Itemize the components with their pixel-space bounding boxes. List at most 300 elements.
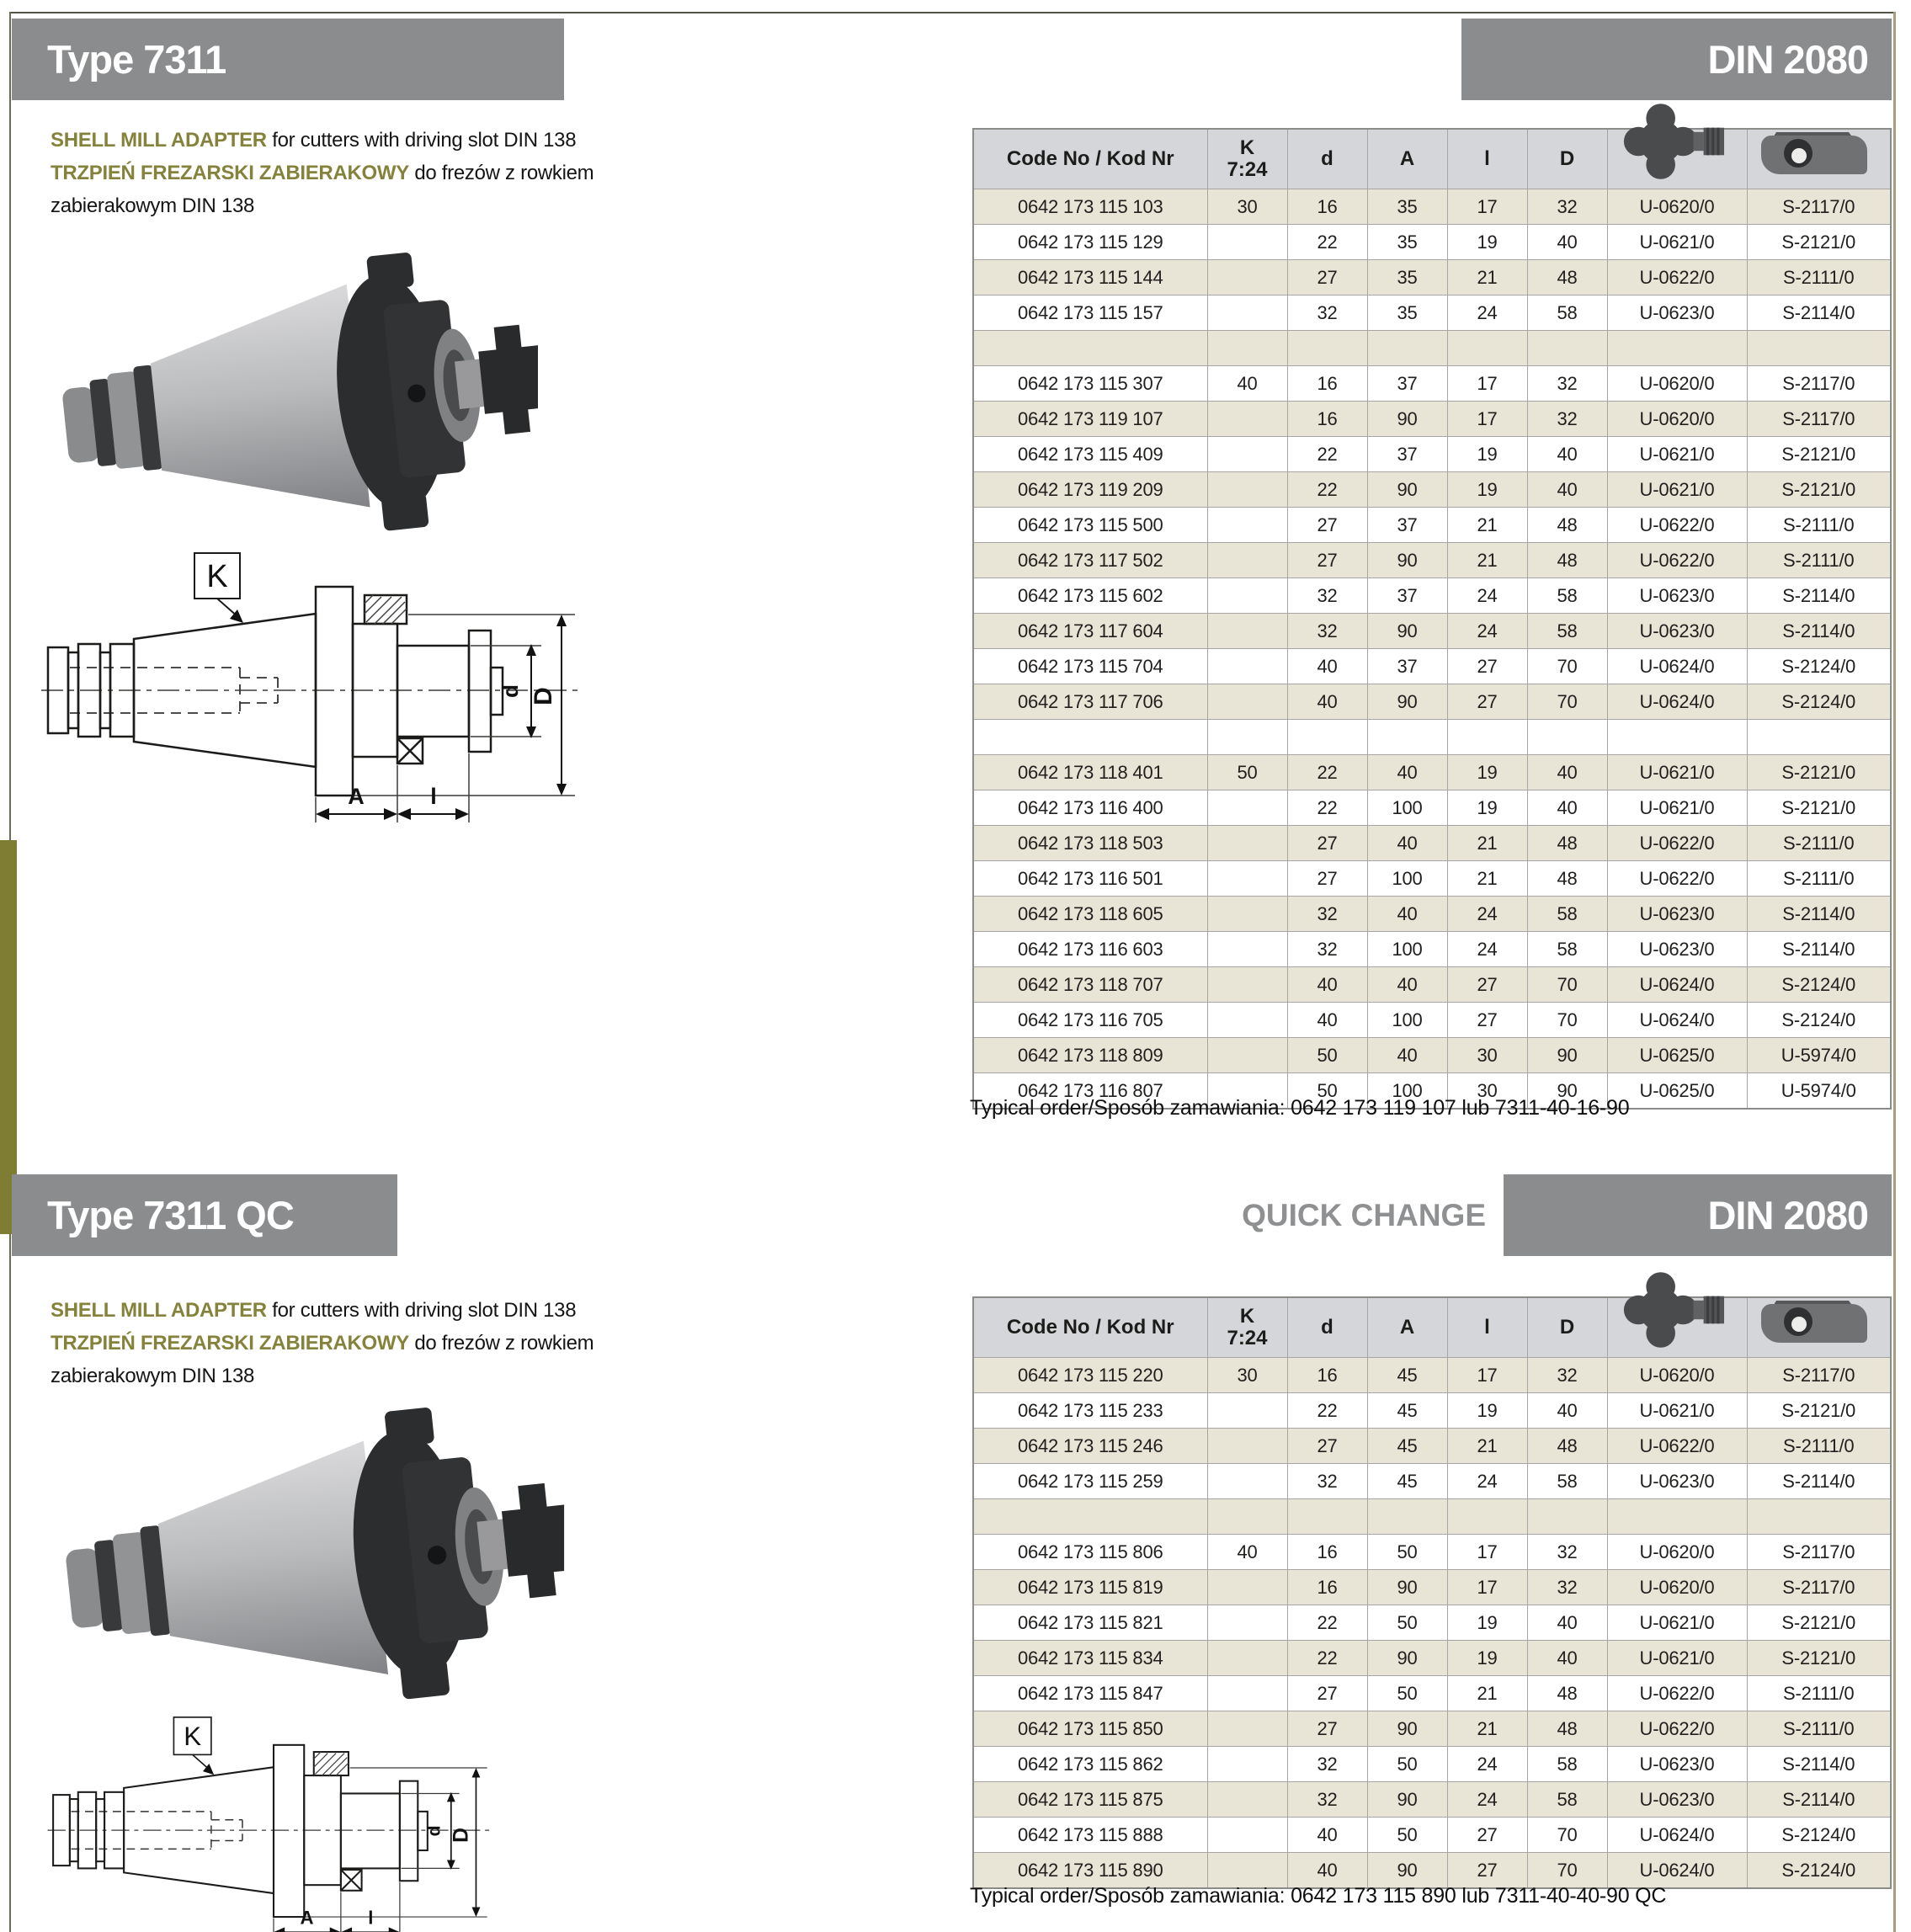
table-cell: U-0622/0 — [1607, 826, 1747, 861]
table-cell: S-2114/0 — [1747, 295, 1891, 331]
description-line-en — [51, 125, 648, 157]
table-cell: 0642 173 117 604 — [973, 614, 1207, 649]
table-cell: 48 — [1527, 1429, 1607, 1464]
table-cell — [1527, 1499, 1607, 1535]
table-row — [973, 790, 1891, 826]
section2-product-photo — [42, 1408, 585, 1721]
table-cell: U-0623/0 — [1607, 932, 1747, 967]
section2-standard-label: DIN 2080 — [1707, 1193, 1868, 1237]
table-cell: 32 — [1287, 614, 1367, 649]
table-cell — [1207, 1570, 1287, 1605]
table-row — [973, 649, 1891, 684]
table-cell — [1287, 1499, 1367, 1535]
table-cell: 0642 173 115 888 — [973, 1818, 1207, 1853]
table-cell: 27 — [1447, 684, 1527, 720]
table-cell: 21 — [1447, 260, 1527, 295]
table-cell: 90 — [1367, 1782, 1447, 1818]
table-cell: S-2117/0 — [1747, 402, 1891, 437]
table-cell: 30 — [1447, 1073, 1527, 1110]
table-cell: 32 — [1527, 402, 1607, 437]
table-cell — [1207, 1782, 1287, 1818]
drawing-label-big-d: D — [450, 1827, 473, 1843]
table-row — [973, 1003, 1891, 1038]
table-cell: 0642 173 115 220 — [973, 1358, 1207, 1393]
table-cell: 90 — [1367, 1711, 1447, 1747]
page-border-right — [1893, 12, 1896, 1932]
table-cell: 70 — [1527, 967, 1607, 1003]
table-cell: 24 — [1447, 578, 1527, 614]
table-cell: 17 — [1447, 1570, 1527, 1605]
table-cell: 27 — [1287, 543, 1367, 578]
table-cell: 0642 173 118 707 — [973, 967, 1207, 1003]
table-cell: 40 — [1527, 437, 1607, 472]
table-cell — [1367, 1499, 1447, 1535]
table-cell: 90 — [1367, 1641, 1447, 1676]
table-cell: 16 — [1287, 402, 1367, 437]
table-cell: 0642 173 119 209 — [973, 472, 1207, 508]
table-cell: U-0620/0 — [1607, 1535, 1747, 1570]
table-cell: 27 — [1287, 508, 1367, 543]
table-cell: U-0621/0 — [1607, 1393, 1747, 1429]
table-cell: 35 — [1367, 295, 1447, 331]
table-row — [973, 402, 1891, 437]
table-cell: 58 — [1527, 1782, 1607, 1818]
table-cell: S-2124/0 — [1747, 1853, 1891, 1889]
section1-standard-band — [1461, 19, 1892, 100]
description-line-en — [51, 1295, 648, 1328]
column-header-a: A — [1367, 129, 1447, 189]
table-cell: S-2117/0 — [1747, 189, 1891, 225]
table-cell: 0642 173 118 401 — [973, 755, 1207, 790]
table-cell — [1207, 932, 1287, 967]
table-cell: 50 — [1287, 1038, 1367, 1073]
table-cell: 27 — [1447, 649, 1527, 684]
table-cell: 32 — [1287, 1747, 1367, 1782]
table-cell: S-2117/0 — [1747, 1535, 1891, 1570]
table-cell: 37 — [1367, 508, 1447, 543]
table-cell: U-0620/0 — [1607, 402, 1747, 437]
table-cell: 24 — [1447, 295, 1527, 331]
table-cell: U-0625/0 — [1607, 1073, 1747, 1110]
table-cell: 0642 173 115 409 — [973, 437, 1207, 472]
table-cell: S-2111/0 — [1747, 1711, 1891, 1747]
table-cell: 24 — [1447, 897, 1527, 932]
table-cell — [1207, 225, 1287, 260]
page-border-top — [10, 12, 1895, 13]
table-header-row — [973, 1297, 1891, 1358]
table-cell — [1207, 1499, 1287, 1535]
table-cell: 40 — [1287, 1818, 1367, 1853]
table-cell: U-0623/0 — [1607, 897, 1747, 932]
table-cell: 0642 173 115 806 — [973, 1535, 1207, 1570]
table-cell — [1207, 331, 1287, 366]
table-cell: 37 — [1367, 649, 1447, 684]
table-cell: 22 — [1287, 472, 1367, 508]
table-row — [973, 508, 1891, 543]
table-cell — [973, 1499, 1207, 1535]
table-cell — [1367, 331, 1447, 366]
table-cell: 27 — [1287, 826, 1367, 861]
table-cell: 22 — [1287, 1641, 1367, 1676]
table-cell: 45 — [1367, 1393, 1447, 1429]
table-cell: 27 — [1447, 967, 1527, 1003]
table-cell: 19 — [1447, 755, 1527, 790]
section1-standard-label: DIN 2080 — [1707, 37, 1868, 82]
table-cell: 32 — [1527, 366, 1607, 402]
products-table — [972, 128, 1892, 1110]
table-cell: U-0622/0 — [1607, 543, 1747, 578]
description-keyword-en: SHELL MILL ADAPTER — [51, 1299, 267, 1322]
table-cell: S-2114/0 — [1747, 932, 1891, 967]
table-cell: 27 — [1287, 1676, 1367, 1711]
table-cell: 90 — [1367, 1853, 1447, 1889]
table-cell: 70 — [1527, 1003, 1607, 1038]
table-cell: 0642 173 115 847 — [973, 1676, 1207, 1711]
table-cell: S-2121/0 — [1747, 472, 1891, 508]
table-row — [973, 1747, 1891, 1782]
table-cell: 40 — [1287, 1003, 1367, 1038]
table-cell: 19 — [1447, 472, 1527, 508]
table-cell: 32 — [1287, 897, 1367, 932]
table-row — [973, 1393, 1891, 1429]
table-cell: U-0624/0 — [1607, 1818, 1747, 1853]
table-cell: 22 — [1287, 1393, 1367, 1429]
table-cell: 40 — [1527, 755, 1607, 790]
table-cell — [1207, 967, 1287, 1003]
table-cell: 58 — [1527, 614, 1607, 649]
table-cell: 22 — [1287, 755, 1367, 790]
table-cell: 90 — [1367, 402, 1447, 437]
table-cell: 40 — [1527, 1641, 1607, 1676]
quick-change-label: QUICK CHANGE — [1242, 1198, 1486, 1232]
table-cell — [1207, 1393, 1287, 1429]
table-row — [973, 225, 1891, 260]
table-row — [973, 366, 1891, 402]
table-cell: 24 — [1447, 932, 1527, 967]
table-cell: 17 — [1447, 1535, 1527, 1570]
table-cell — [1607, 331, 1747, 366]
table-cell: 35 — [1367, 225, 1447, 260]
table-row — [973, 932, 1891, 967]
table-cell: U-0622/0 — [1607, 508, 1747, 543]
table-cell: 0642 173 119 107 — [973, 402, 1207, 437]
table-cell: S-2111/0 — [1747, 1429, 1891, 1464]
table-cell: U-0622/0 — [1607, 1711, 1747, 1747]
column-header-d: d — [1287, 129, 1367, 189]
table-cell: 24 — [1447, 1747, 1527, 1782]
table-cell — [1207, 1711, 1287, 1747]
table-cell: 21 — [1447, 1676, 1527, 1711]
table-cell: 0642 173 115 850 — [973, 1711, 1207, 1747]
drawing-label-l: l — [368, 1907, 374, 1929]
table-cell: U-0624/0 — [1607, 649, 1747, 684]
table-cell: 0642 173 115 821 — [973, 1605, 1207, 1641]
table-cell — [1207, 402, 1287, 437]
drawing-label-k: K — [184, 1721, 202, 1751]
table-cell — [1207, 1605, 1287, 1641]
table-cell: S-2111/0 — [1747, 543, 1891, 578]
table-cell: 58 — [1527, 897, 1607, 932]
table-cell: 40 — [1367, 897, 1447, 932]
table-cell: 21 — [1447, 826, 1527, 861]
table-cell: 45 — [1367, 1464, 1447, 1499]
table-cell — [1607, 1499, 1747, 1535]
table-cell: 22 — [1287, 790, 1367, 826]
table-cell: 0642 173 115 103 — [973, 189, 1207, 225]
table-cell: 19 — [1447, 1393, 1527, 1429]
table-cell: 0642 173 118 809 — [973, 1038, 1207, 1073]
table-cell: U-0623/0 — [1607, 614, 1747, 649]
table-row — [973, 189, 1891, 225]
description-keyword-pl: TRZPIEŃ FREZARSKI ZABIERAKOWY — [51, 1331, 409, 1355]
table-cell: U-0622/0 — [1607, 1429, 1747, 1464]
table-cell — [1207, 472, 1287, 508]
drawing-label-a: A — [348, 784, 365, 809]
table-cell: 0642 173 118 503 — [973, 826, 1207, 861]
table-cell: 17 — [1447, 366, 1527, 402]
table-cell: 0642 173 118 605 — [973, 897, 1207, 932]
knob-screw-icon — [1615, 1263, 1738, 1357]
table-cell: U-0622/0 — [1607, 260, 1747, 295]
table-cell: 0642 173 116 705 — [973, 1003, 1207, 1038]
table-cell: 40 — [1367, 1038, 1447, 1073]
table-cell: 90 — [1367, 472, 1447, 508]
table-cell: 48 — [1527, 826, 1607, 861]
column-header-l: l — [1447, 1297, 1527, 1358]
table-cell — [1287, 331, 1367, 366]
table-cell: 90 — [1527, 1073, 1607, 1110]
table-row — [973, 1782, 1891, 1818]
table-cell: 90 — [1367, 614, 1447, 649]
table-cell: 37 — [1367, 366, 1447, 402]
table-cell — [1207, 614, 1287, 649]
table-cell: 58 — [1527, 932, 1607, 967]
table-cell: 22 — [1287, 1605, 1367, 1641]
table-cell: 40 — [1527, 225, 1607, 260]
table-row — [973, 295, 1891, 331]
table-cell: U-0625/0 — [1607, 1038, 1747, 1073]
drawing-label-d: d — [498, 684, 523, 698]
table-cell: 50 — [1287, 1073, 1367, 1110]
table-cell: S-2124/0 — [1747, 967, 1891, 1003]
table-row — [973, 967, 1891, 1003]
table-cell: 37 — [1367, 437, 1447, 472]
table-cell: 32 — [1287, 932, 1367, 967]
table-cell: 40 — [1367, 826, 1447, 861]
table-cell: 30 — [1207, 189, 1287, 225]
section2-table — [972, 1296, 1890, 1889]
table-cell: 40 — [1287, 967, 1367, 1003]
table-cell: 0642 173 115 233 — [973, 1393, 1207, 1429]
table-cell: S-2124/0 — [1747, 1003, 1891, 1038]
table-cell: U-0621/0 — [1607, 1641, 1747, 1676]
table-cell: U-0621/0 — [1607, 225, 1747, 260]
table-cell: 0642 173 117 502 — [973, 543, 1207, 578]
table-cell: 40 — [1527, 472, 1607, 508]
table-cell: 50 — [1207, 755, 1287, 790]
table-cell: U-5974/0 — [1747, 1038, 1891, 1073]
table-cell: 16 — [1287, 189, 1367, 225]
table-cell — [1447, 331, 1527, 366]
table-cell: 19 — [1447, 437, 1527, 472]
table-cell — [1207, 1747, 1287, 1782]
table-cell — [1207, 1641, 1287, 1676]
table-cell: 32 — [1287, 578, 1367, 614]
table-row — [973, 1853, 1891, 1889]
table-cell: 40 — [1207, 366, 1287, 402]
section2-standard-band — [1504, 1174, 1892, 1256]
table-cell: 32 — [1527, 1358, 1607, 1393]
table-cell: U-0621/0 — [1607, 437, 1747, 472]
column-header-code: Code No / Kod Nr — [973, 1297, 1207, 1358]
knob-screw-icon — [1615, 94, 1738, 189]
table-cell — [1207, 1003, 1287, 1038]
table-cell: U-0622/0 — [1607, 861, 1747, 897]
table-cell: 30 — [1447, 1038, 1527, 1073]
table-cell — [973, 720, 1207, 755]
section2-type-band — [12, 1174, 397, 1256]
table-cell: 45 — [1367, 1429, 1447, 1464]
table-cell: 27 — [1287, 1711, 1367, 1747]
table-cell — [1747, 331, 1891, 366]
table-cell: 16 — [1287, 1570, 1367, 1605]
table-cell: 100 — [1367, 790, 1447, 826]
table-cell — [1207, 578, 1287, 614]
table-cell: 27 — [1447, 1818, 1527, 1853]
section2-description — [51, 1295, 648, 1393]
description-rest-pl: do frezów z rowkiem zabierakowym DIN 138 — [51, 1331, 594, 1387]
table-cell: 58 — [1527, 1747, 1607, 1782]
table-cell: 27 — [1287, 861, 1367, 897]
table-row — [973, 1535, 1891, 1570]
table-cell — [1447, 720, 1527, 755]
table-cell: S-2121/0 — [1747, 755, 1891, 790]
table-cell — [1207, 260, 1287, 295]
table-row — [973, 1570, 1891, 1605]
table-cell: 40 — [1527, 1605, 1607, 1641]
table-cell: 16 — [1287, 1535, 1367, 1570]
table-cell — [1747, 1499, 1891, 1535]
table-cell: U-0621/0 — [1607, 755, 1747, 790]
table-cell: 19 — [1447, 225, 1527, 260]
table-cell: U-0623/0 — [1607, 1464, 1747, 1499]
table-spacer-row — [973, 720, 1891, 755]
description-line-pl — [51, 1328, 648, 1393]
table-row — [973, 755, 1891, 790]
table-cell: S-2111/0 — [1747, 1676, 1891, 1711]
table-cell — [1607, 720, 1747, 755]
table-cell: 27 — [1287, 260, 1367, 295]
table-cell: 0642 173 115 890 — [973, 1853, 1207, 1889]
table-cell — [1207, 897, 1287, 932]
section1-product-photo — [46, 253, 551, 551]
table-cell: 0642 173 115 144 — [973, 260, 1207, 295]
table-cell: S-2121/0 — [1747, 225, 1891, 260]
table-cell: 40 — [1287, 649, 1367, 684]
table-cell: 35 — [1367, 260, 1447, 295]
table-cell: 35 — [1367, 189, 1447, 225]
table-cell: 45 — [1367, 1358, 1447, 1393]
table-cell: 90 — [1367, 1570, 1447, 1605]
table-cell: 0642 173 115 157 — [973, 295, 1207, 331]
table-row — [973, 861, 1891, 897]
table-cell: 0642 173 115 259 — [973, 1464, 1207, 1499]
table-row — [973, 1818, 1891, 1853]
table-cell: S-2114/0 — [1747, 897, 1891, 932]
description-line-pl — [51, 157, 648, 223]
table-cell: 40 — [1287, 1853, 1367, 1889]
table-cell: U-0620/0 — [1607, 189, 1747, 225]
table-cell — [1207, 543, 1287, 578]
table-cell: 40 — [1367, 967, 1447, 1003]
table-cell: 17 — [1447, 402, 1527, 437]
table-cell: S-2111/0 — [1747, 508, 1891, 543]
table-cell: 48 — [1527, 1676, 1607, 1711]
table-cell: U-0623/0 — [1607, 1782, 1747, 1818]
section2-technical-drawing — [38, 1709, 509, 1932]
table-cell: 19 — [1447, 1641, 1527, 1676]
table-cell: U-0621/0 — [1607, 790, 1747, 826]
table-cell: S-2121/0 — [1747, 1393, 1891, 1429]
description-keyword-en: SHELL MILL ADAPTER — [51, 129, 267, 152]
table-cell: 0642 173 115 704 — [973, 649, 1207, 684]
table-cell: 58 — [1527, 578, 1607, 614]
section2-type-label: Type 7311 QC — [47, 1193, 294, 1237]
table-row — [973, 614, 1891, 649]
table-cell — [1207, 1676, 1287, 1711]
table-cell: 0642 173 116 807 — [973, 1073, 1207, 1110]
table-cell: 32 — [1287, 1464, 1367, 1499]
table-cell: 22 — [1287, 225, 1367, 260]
table-cell: S-2114/0 — [1747, 578, 1891, 614]
table-cell: 0642 173 115 500 — [973, 508, 1207, 543]
table-cell: U-0624/0 — [1607, 1853, 1747, 1889]
table-cell — [1207, 861, 1287, 897]
table-cell: S-2111/0 — [1747, 260, 1891, 295]
column-header-big-d: D — [1527, 1297, 1607, 1358]
table-cell — [1207, 1464, 1287, 1499]
table-cell: U-0623/0 — [1607, 578, 1747, 614]
table-cell: 0642 173 116 400 — [973, 790, 1207, 826]
table-cell: 21 — [1447, 1711, 1527, 1747]
table-cell — [1207, 1429, 1287, 1464]
table-row — [973, 472, 1891, 508]
table-cell: U-0624/0 — [1607, 684, 1747, 720]
table-cell: 90 — [1367, 684, 1447, 720]
table-cell: 24 — [1447, 614, 1527, 649]
table-cell: 50 — [1367, 1605, 1447, 1641]
table-cell: S-2121/0 — [1747, 790, 1891, 826]
section2-typical-order: Typical order/Sposób zamawiania: 0642 173 115 890 lub 7311-40-40-90 QC — [970, 1884, 1667, 1908]
table-cell — [1287, 720, 1367, 755]
column-header-k724: K 7:24 — [1207, 1297, 1287, 1358]
clamp-wedge-icon — [1754, 1293, 1881, 1354]
table-row — [973, 1676, 1891, 1711]
table-cell: 22 — [1287, 437, 1367, 472]
table-cell: S-2124/0 — [1747, 1818, 1891, 1853]
table-cell: S-2121/0 — [1747, 437, 1891, 472]
table-cell: 17 — [1447, 1358, 1527, 1393]
table-cell — [1447, 1499, 1527, 1535]
table-cell: S-2114/0 — [1747, 1782, 1891, 1818]
table-cell: S-2124/0 — [1747, 684, 1891, 720]
table-cell: 32 — [1287, 1782, 1367, 1818]
table-cell: 70 — [1527, 1853, 1607, 1889]
table-cell: S-2117/0 — [1747, 366, 1891, 402]
table-row — [973, 897, 1891, 932]
table-cell: 0642 173 115 602 — [973, 578, 1207, 614]
table-cell: 48 — [1527, 861, 1607, 897]
